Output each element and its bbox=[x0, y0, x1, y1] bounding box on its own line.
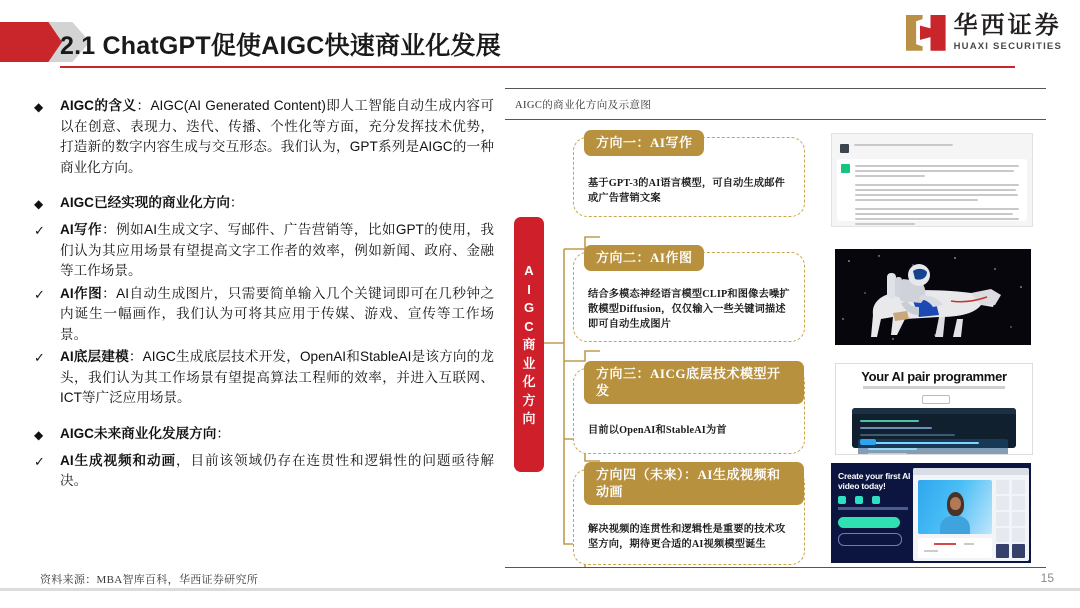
code-line bbox=[868, 448, 917, 450]
huaxi-securities-logo bbox=[906, 14, 1062, 52]
bullet-body: ：AI自动生成图片，只需要简单输入几个关键词即可在几秒钟之内诞生一幅画作，我们认为可将其应用于传媒、游戏、宣传等工作场景。 bbox=[60, 285, 495, 342]
chat-text-lines bbox=[854, 144, 1024, 153]
spine-char: 向 bbox=[522, 411, 536, 427]
chat-avatar-user bbox=[840, 144, 849, 153]
spacer bbox=[34, 411, 494, 424]
bullet-marker-check: ✓ bbox=[34, 350, 45, 365]
slide-header bbox=[0, 0, 1080, 72]
logo-red-stroke bbox=[920, 15, 946, 51]
bullet-marker-check: ✓ bbox=[34, 223, 45, 238]
bullet-lead: AIGC已经实现的商业化方向 bbox=[60, 195, 230, 210]
ai-avatar-face bbox=[950, 497, 961, 510]
code-line bbox=[860, 420, 919, 422]
thumbnail-chatgpt-conversation bbox=[831, 133, 1033, 227]
bullet-lead: AIGC的含义 bbox=[60, 98, 137, 113]
header-underline bbox=[60, 66, 1015, 68]
spacer bbox=[34, 180, 494, 193]
bullet-ai-image bbox=[34, 284, 494, 346]
chat-message-assistant-card bbox=[837, 159, 1027, 221]
code-line bbox=[868, 453, 908, 455]
spine-char: 方 bbox=[522, 392, 536, 408]
bullet-body: ：例如AI生成文字、写邮件、广告营销等，比如GPT的使用，我们认为其应用场景有望提高文字工作者的效率，例如新闻、政府、金融等工作场景。 bbox=[60, 222, 495, 278]
bullet-ai-writing bbox=[34, 220, 494, 282]
thumbnail-astronaut-riding-horse bbox=[835, 249, 1031, 345]
direction-box-2-heading: 方向二：AI作图 bbox=[584, 245, 704, 271]
bullet-marker-diamond: ◆ bbox=[34, 197, 44, 211]
panel-divider bbox=[505, 119, 1046, 120]
direction-box-1-heading: 方向一：AI写作 bbox=[584, 130, 704, 156]
ai-avatar-video-preview bbox=[918, 480, 992, 534]
source-note: 资料来源：MBA智库百科，华西证券研究所 bbox=[40, 574, 259, 586]
editor-titlebar bbox=[913, 468, 1029, 475]
copilot-headline: Your AI pair programmer bbox=[861, 369, 1007, 384]
spine-char: C bbox=[524, 318, 534, 334]
chat-answer-lines bbox=[855, 165, 1021, 227]
bullet-ai-foundation-model bbox=[34, 347, 494, 409]
ai-video-feature-icons bbox=[838, 496, 880, 504]
chat-avatar-assistant bbox=[841, 164, 850, 173]
logo-name-cn: 华西证券 bbox=[953, 12, 1062, 39]
ai-video-secondary-cta[interactable] bbox=[838, 533, 902, 546]
ai-video-primary-cta[interactable] bbox=[838, 517, 900, 528]
bullet-text bbox=[60, 424, 494, 445]
direction-box-4-body: 解决视频的连贯性和逻辑性是重要的技术攻坚方向，期待更合适的AI视频模型诞生 bbox=[588, 524, 786, 550]
ai-video-editor-window bbox=[913, 468, 1029, 561]
direction-box-1 bbox=[573, 137, 805, 217]
astronaut-horse-illustration bbox=[835, 249, 1031, 345]
direction-box-3-body: 目前以OpenAI和StableAI为首 bbox=[588, 425, 727, 436]
bullet-marker-diamond: ◆ bbox=[34, 427, 44, 442]
spine-char: 化 bbox=[522, 374, 536, 390]
direction-box-4 bbox=[573, 469, 805, 565]
bullet-body: ：AIGC(AI Generated Content)即人工智能自动生成内容可以在创意、表现力、迭代、传播、个性化等方面，充分发挥技术优势，打造新的数字内容生成与交互形态。我们认为，GPT系列是AIGC的一种商业化方向。 bbox=[60, 98, 494, 175]
bullet-text bbox=[60, 347, 494, 409]
editor-tab-bar bbox=[852, 408, 1017, 414]
bullet-body: ： bbox=[216, 425, 230, 441]
bullet-text bbox=[60, 451, 494, 492]
bullet-marker-check: ✓ bbox=[34, 453, 45, 469]
bullet-lead: AI底层建模 bbox=[60, 349, 129, 364]
bullet-body: ：AIGC生成底层技术开发，OpenAI和StableAI是该方向的龙头，我们认为其工作场景有望提高算法工程师的效率，并进入互联网、ICT等广泛应用场景。 bbox=[60, 349, 494, 405]
copilot-code-editor-preview bbox=[852, 408, 1017, 448]
bullet-text bbox=[60, 193, 494, 214]
spine-char: G bbox=[523, 300, 535, 316]
bullet-lead: AIGC未来商业化发展方向 bbox=[60, 425, 217, 441]
copilot-signup-button[interactable] bbox=[922, 395, 949, 404]
bullet-aigc-definition bbox=[34, 96, 494, 178]
ai-video-headline: Create your first AI video today! bbox=[838, 471, 911, 491]
direction-box-2-body: 结合多模态神经语言模型CLIP和图像去噪扩散模型Diffusion，仅仅输入一些关键词描述即可自动生成图片 bbox=[588, 289, 790, 330]
spine-char: I bbox=[527, 281, 531, 297]
code-line bbox=[860, 434, 956, 436]
left-content-column bbox=[34, 96, 494, 494]
spine-char: 业 bbox=[522, 355, 536, 371]
direction-box-2 bbox=[573, 252, 805, 342]
diagram-panel bbox=[505, 88, 1046, 568]
bullet-ai-video-animation bbox=[34, 451, 494, 492]
code-line bbox=[860, 427, 932, 429]
panel-title: AIGC的商业化方向及示意图 bbox=[515, 100, 652, 111]
bullet-text bbox=[60, 284, 494, 346]
logo-name-en: HUAXI SECURITIES bbox=[953, 41, 1062, 52]
footer-band bbox=[0, 591, 1080, 608]
ai-avatar-gallery[interactable] bbox=[996, 480, 1026, 558]
bullet-text bbox=[60, 96, 494, 178]
direction-box-4-heading: 方向四（未来）：AI生成视频和动画 bbox=[584, 462, 804, 505]
ai-avatar-torso bbox=[940, 516, 970, 534]
page-title: 2.1 ChatGPT促使AIGC快速商业化发展 bbox=[60, 32, 501, 60]
code-line bbox=[864, 442, 979, 444]
bullet-body: ，目前该领域仍存在连贯性和逻辑性的问题亟待解决。 bbox=[60, 452, 495, 488]
bullet-lead: AI作图 bbox=[60, 285, 103, 301]
page-number: 15 bbox=[1040, 571, 1054, 585]
logo-h-mark-icon bbox=[906, 15, 946, 51]
bullet-lead: AI生成视频和动画 bbox=[60, 452, 176, 468]
code-run-chip[interactable] bbox=[860, 439, 876, 445]
thumbnail-github-copilot bbox=[835, 363, 1033, 455]
editor-timeline bbox=[918, 538, 992, 558]
bullet-realized-directions bbox=[34, 193, 494, 214]
ai-video-feature-labels bbox=[838, 507, 908, 510]
thumbnail-ai-video-generator bbox=[831, 463, 1031, 563]
direction-box-1-body: 基于GPT-3的AI语言模型，可自动生成邮件或广告营销文案 bbox=[588, 178, 786, 204]
bullet-body: ： bbox=[229, 195, 244, 210]
spine-char: 商 bbox=[522, 337, 536, 353]
aigc-direction-spine bbox=[514, 217, 544, 472]
bullet-marker-check: ✓ bbox=[34, 286, 45, 302]
spine-char: A bbox=[524, 263, 534, 279]
copilot-subtitle-placeholder bbox=[863, 386, 1004, 389]
chat-message-user bbox=[840, 144, 1024, 153]
bullet-future-directions bbox=[34, 424, 494, 445]
direction-box-3-heading: 方向三：AICG底层技术模型开发 bbox=[584, 361, 804, 404]
bullet-text bbox=[60, 220, 494, 282]
bullet-lead: AI写作 bbox=[60, 222, 103, 237]
direction-box-3 bbox=[573, 368, 805, 454]
bullet-marker-diamond: ◆ bbox=[34, 100, 44, 114]
